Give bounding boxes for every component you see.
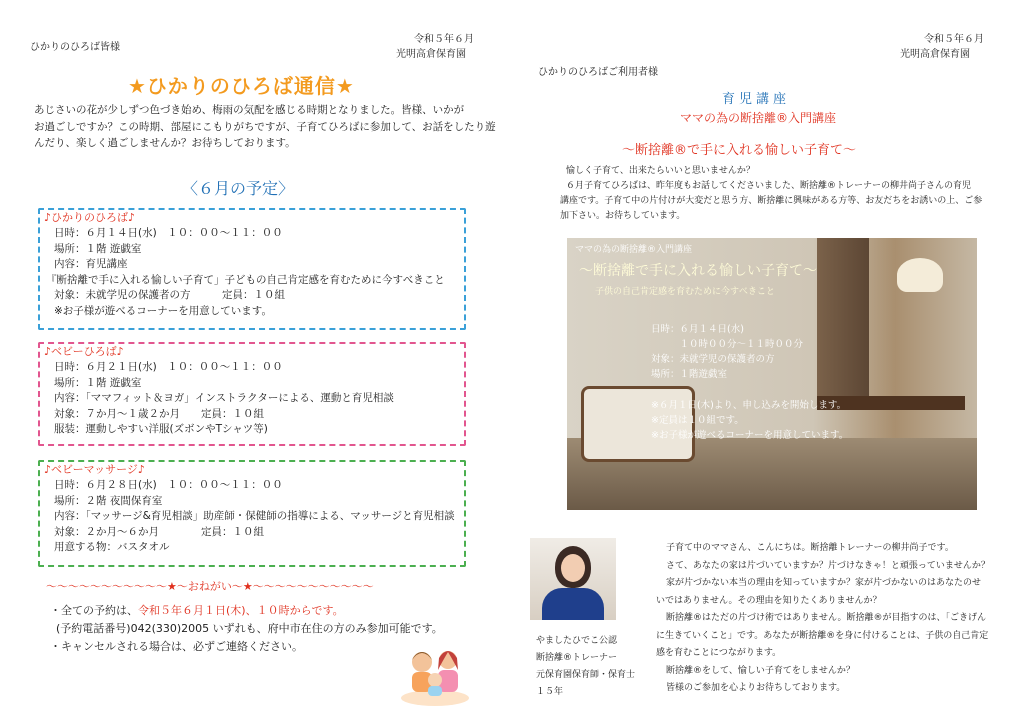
event-line: 場所：１階 遊戯室 [54, 376, 142, 389]
event-line: 『断捨離で手に入れる愉しい子育て」子どもの自己肯定感を育むために今すべきこと [46, 273, 445, 286]
flyer-info-line: 日時：６月１４日(水) [651, 324, 744, 335]
notice-line-1 [50, 602, 344, 618]
profile-line: 元保育園保育師・保育士 [536, 670, 636, 680]
flyer-big-title: ～断捨離で手に入れる愉しい子育て～ [579, 263, 817, 279]
event-line: 服装：運動しやすい洋服(ズボンやTシャツ等) [54, 423, 268, 436]
event-line: 内容：育児講座 [54, 258, 128, 271]
notice-header: ～～～～～～～～～～～★～おねがい～★～～～～～～～～～～～ [46, 580, 374, 593]
message-line: 感を育むことにつながります。 [656, 648, 782, 658]
trainer-message [656, 540, 990, 698]
left-date: 令和５年６月 [414, 34, 474, 45]
right-date: 令和５年６月 [924, 34, 984, 45]
profile-line: １５年 [536, 687, 564, 697]
event-title: ♪ベビーマッサージ♪ [44, 463, 145, 476]
profile-line: やましたひでこ公認 [536, 636, 618, 646]
flyer-info-line: 対象：未就学児の保護者の方 [651, 354, 775, 365]
lecture-heading: 育児講座 [722, 92, 791, 107]
event-title: ♪ひかりのひろば♪ [44, 211, 136, 224]
message-line: いではありません。その理由を知りたくありませんか？ [656, 595, 882, 606]
flyer-small-title: ママの為の断捨離®入門講座 [575, 245, 693, 255]
event-box-baby-massage [38, 460, 466, 567]
intro-paragraph [34, 102, 496, 152]
trainer-photo [530, 538, 616, 620]
event-line: 用意する物：バスタオル [54, 541, 170, 554]
notice-line-2: (予約電話番号)042(330)2005 いずれも、府中市在住の方のみ参加可能です。 [56, 622, 443, 635]
right-org: 光明高倉保育園 [900, 49, 970, 60]
lecture-flyer-photo [567, 238, 977, 510]
event-line: 対象：２か月～６か月 定員：１０組 [54, 525, 264, 538]
flyer-subtitle: 子供の自己肯定感を育むために今すべきこと [595, 287, 775, 297]
right-addressee: ひかりのひろばご利用者様 [538, 67, 658, 78]
flyer-info-line: １０時００分～１１時００分 [651, 339, 804, 350]
lecture-theme: ～断捨離®で手に入れる愉しい子育て～ [622, 143, 857, 158]
event-title: ♪ベビーひろば♪ [44, 345, 124, 358]
message-line: に生きていくこと」です。あなたが断捨離®を身に付けることは、子供の自己肯定 [656, 630, 989, 641]
event-box-hikari [38, 208, 466, 330]
flyer-note-line: ※６月１日(木)より、申し込みを開始します。 [651, 400, 847, 411]
message-line: 家が片づかない本当の理由を知っていますか？家が片づかないのはあなたのせ [666, 578, 982, 588]
event-line: 内容：「ママフィット＆ヨガ」インストラクターによる、運動と育児相談 [54, 392, 394, 405]
left-addressee: ひかりのひろば皆様 [30, 42, 120, 53]
flyer-info-line: 場所：１階遊戯室 [651, 369, 728, 380]
newsletter-title: ★ひかりのひろば通信★ [128, 74, 355, 98]
left-org: 光明高倉保育園 [396, 49, 466, 60]
event-box-baby-hiroba [38, 342, 466, 446]
flyer-notes [651, 398, 848, 443]
flyer-info [651, 322, 803, 382]
body-line: ６月子育てひろばは、昨年度もお話してくださいました、断捨離®トレーナーの柳井尚子さんの育児 [566, 181, 972, 191]
family-illustration [398, 640, 472, 706]
lecture-subheading: ママの為の断捨離®入門講座 [680, 111, 837, 125]
body-line: 加下さい。お待ちしています。 [560, 211, 686, 221]
body-line: 愉しく子育て、出来たらいいと思いませんか？ [566, 166, 755, 176]
event-line: 場所：１階 遊戯室 [54, 242, 142, 255]
event-line: 場所：２階 夜間保育室 [54, 494, 163, 507]
trainer-profile [536, 633, 635, 701]
event-line: 対象：７か月～１歳２か月 定員：１０組 [54, 407, 264, 420]
message-line: 断捨離®はただの片づけ術ではありません。断捨離®が目指すのは、「ごきげん [666, 613, 987, 623]
notice-line-3: ・キャンセルされる場合は、必ずご連絡ください。 [50, 640, 303, 653]
notice-prefix: ・全ての予約は、 [50, 604, 138, 617]
notice-reservation-date: 令和５年６月１日(木)、１０時からです。 [138, 604, 344, 617]
event-line: 日時：６月２８日(水) １０：００～１１：００ [54, 479, 283, 491]
flyer-note-line: ※定員は１０組です。 [651, 415, 744, 426]
lecture-body [560, 164, 982, 224]
event-line: 日時：６月２１日(水) １０：００～１１：００ [54, 361, 283, 373]
message-line: 断捨離®をして、愉しい子育てをしませんか？ [666, 665, 855, 676]
event-line: 内容：「マッサージ&育児相談」助産師・保健師の指導による、マッサージと育児相談 [54, 510, 455, 523]
message-line: 皆様のご参加を心よりお待ちしております。 [666, 683, 846, 693]
intro-line: んだり、楽しく過ごしませんか？お待ちしております。 [34, 137, 296, 149]
event-line: 日時：６月１４日(水) １０：００～１１：００ [54, 227, 283, 239]
body-line: 講座です。子育て中の片付けが大変だと思う方、断捨離に興味がある方等、お友だちをお誘いの上、ご参 [560, 196, 983, 206]
event-line: 対象：未就学児の保護者の方 定員：１０組 [54, 289, 285, 302]
profile-line: 断捨離®トレーナー [536, 653, 618, 663]
intro-line: お過ごしですか？この時期、部屋にこもりがちですが、子育てひろばに参加して、お話をしたり遊 [34, 120, 496, 133]
message-line: さて、あなたの家は片づいていますか？片づけなきゃ！と頑張っていませんか？ [666, 560, 990, 571]
intro-line: あじさいの花が少しずつ色づき始め、梅雨の気配を感じる時期となりました。皆様、いかが [34, 104, 465, 116]
schedule-title: 〈６月の予定〉 [182, 179, 295, 198]
flyer-note-line: ※お子様が遊べるコーナーを用意しています。 [651, 430, 849, 441]
message-line: 子育て中のママさん、こんにちは。断捨離トレーナーの柳井尚子です。 [666, 543, 954, 553]
event-line: ※お子様が遊べるコーナーを用意しています。 [54, 304, 272, 317]
